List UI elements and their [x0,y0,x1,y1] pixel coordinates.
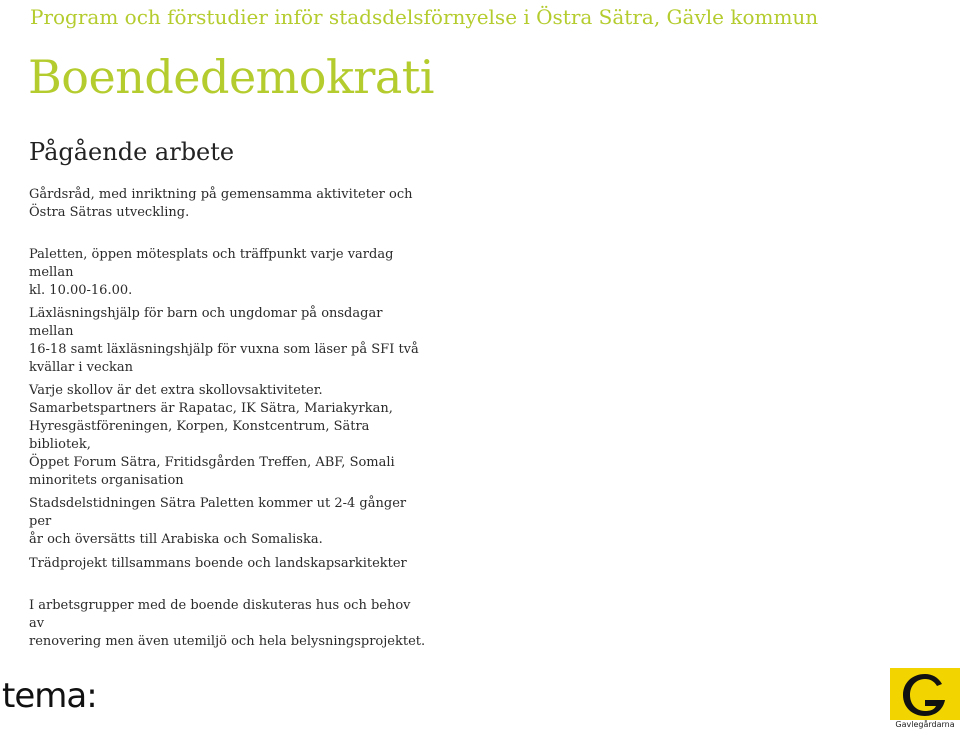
paragraph-skollov [29,382,429,490]
paragraph-tradprojekt [29,555,429,573]
paragraph-line: Varje skollov är det extra skollovsaktiviteter. [29,383,323,398]
paragraph-line: Hyresgästföreningen, Korpen, Konstcentrum, Sätra bibliotek, [29,419,370,452]
header-program-line: Program och förstudier inför stadsdelsförnyelse i Östra Sätra, Gävle kommun [30,5,819,29]
paragraph-line: Paletten, öppen mötesplats och träffpunkt varje vardag mellan [29,247,394,280]
paragraph-line: Öppet Forum Sätra, Fritidsgården Treffen, ABF, Somali [29,455,395,470]
paragraph-line: Stadsdelstidningen Sätra Paletten kommer ut 2-4 gånger per [29,496,407,529]
section-heading: Pågående arbete [29,138,235,166]
footer-tema-label: tema: [2,676,97,716]
paragraph-line: I arbetsgrupper med de boende diskuteras hus och behov av [29,598,411,631]
paragraph-line: renovering men även utemiljö och hela belysningsprojektet. [29,634,426,649]
paragraph-line: kl. 10.00-16.00. [29,283,133,298]
paragraph-line: Gårdsråd, med inriktning på gemensamma aktiviteter och [29,187,413,202]
logo-label: Gavlegårdarna [895,720,955,729]
paragraph-line: år och översätts till Arabiska och Somaliska. [29,532,323,547]
paragraph-arbetsgrupper [29,597,429,651]
paragraph-line: Läxläsningshjälp för barn och ungdomar på onsdagar mellan [29,306,383,339]
paragraph-line: minoritets organisation [29,473,184,488]
paragraph-gardsrad [29,186,429,222]
gavlegardarna-logo [890,668,960,733]
page-title: Boendedemokrati [28,50,434,104]
paragraph-stadsdelstidningen [29,495,429,549]
paragraph-laxlasning [29,305,429,377]
gavlegardarna-logo-icon [890,668,960,720]
paragraph-paletten [29,246,429,300]
paragraph-line: Samarbetspartners är Rapatac, IK Sätra, Mariakyrkan, [29,401,393,416]
paragraph-line: kvällar i veckan [29,360,133,375]
paragraph-line: 16-18 samt läxläsningshjälp för vuxna som läser på SFI två [29,342,419,357]
paragraph-line: Trädprojekt tillsammans boende och landskapsarkitekter [29,556,407,571]
paragraph-line: Östra Sätras utveckling. [29,205,190,220]
